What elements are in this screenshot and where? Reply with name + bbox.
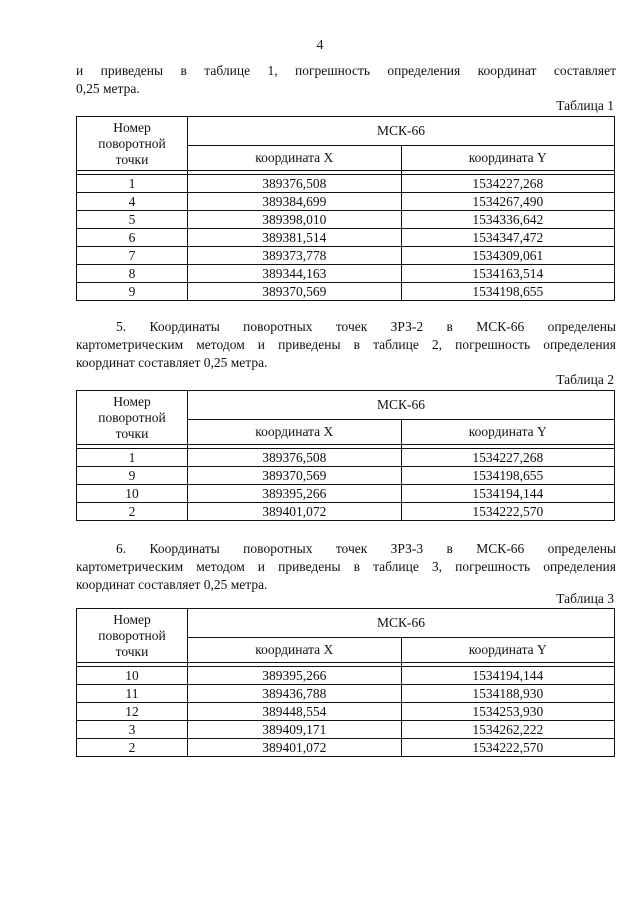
coord-x: 389344,163	[188, 265, 402, 283]
header-x: координата X	[188, 420, 402, 445]
header-point-number: Номер поворотной точки	[77, 391, 188, 445]
table-row	[77, 247, 615, 265]
coord-y: 1534222,570	[401, 503, 615, 521]
table-row	[77, 175, 615, 193]
header-coordinate-system: МСК-66	[188, 391, 615, 420]
coord-x: 389373,778	[188, 247, 402, 265]
point-number: 3	[77, 721, 188, 739]
point-number: 7	[77, 247, 188, 265]
header-x: координата X	[188, 146, 402, 171]
point-number: 4	[77, 193, 188, 211]
header-y: координата Y	[401, 638, 615, 663]
intro-line-2: 0,25 метра.	[76, 81, 140, 96]
point-number: 10	[77, 667, 188, 685]
para-5-line-1: 5. Координаты поворотных точек ЗРЗ-2 в МСК-66 определены	[116, 319, 616, 334]
coord-y: 1534163,514	[401, 265, 615, 283]
coord-y: 1534347,472	[401, 229, 615, 247]
para-6-line-3: координат составляет 0,25 метра.	[76, 577, 268, 592]
coord-y: 1534227,268	[401, 449, 615, 467]
point-number: 8	[77, 265, 188, 283]
table-row	[77, 721, 615, 739]
table-row	[77, 485, 615, 503]
table-row	[77, 283, 615, 301]
table-row	[77, 667, 615, 685]
table-row	[77, 685, 615, 703]
table-row	[77, 193, 615, 211]
point-number: 2	[77, 503, 188, 521]
coord-y: 1534194,144	[401, 667, 615, 685]
coord-x: 389370,569	[188, 283, 402, 301]
coord-y: 1534227,268	[401, 175, 615, 193]
header-coordinate-system: МСК-66	[188, 609, 615, 638]
table-row	[77, 229, 615, 247]
para-6-line-1: 6. Координаты поворотных точек ЗРЗ-3 в МСК-66 определены	[116, 541, 616, 556]
coord-y: 1534222,570	[401, 739, 615, 757]
coord-y: 1534188,930	[401, 685, 615, 703]
header-coordinate-system: МСК-66	[188, 117, 615, 146]
point-number: 1	[77, 175, 188, 193]
coord-y: 1534198,655	[401, 467, 615, 485]
table-row	[77, 739, 615, 757]
table-2-caption: Таблица 2	[556, 372, 614, 387]
table-row	[77, 503, 615, 521]
point-number: 12	[77, 703, 188, 721]
point-number: 9	[77, 283, 188, 301]
point-number: 10	[77, 485, 188, 503]
table-row	[77, 265, 615, 283]
header-y: координата Y	[401, 420, 615, 445]
coord-y: 1534336,642	[401, 211, 615, 229]
coord-y: 1534253,930	[401, 703, 615, 721]
intro-line-1: и приведены в таблице 1, погрешность определения координат составляет	[76, 63, 616, 78]
point-number: 1	[77, 449, 188, 467]
coord-x: 389381,514	[188, 229, 402, 247]
coord-x: 389395,266	[188, 485, 402, 503]
page-number: 4	[316, 38, 324, 53]
point-number: 6	[77, 229, 188, 247]
header-y: координата Y	[401, 146, 615, 171]
coord-y: 1534194,144	[401, 485, 615, 503]
point-number: 11	[77, 685, 188, 703]
table-2	[76, 390, 615, 521]
table-row	[77, 449, 615, 467]
table-1-caption: Таблица 1	[556, 98, 614, 113]
point-number: 5	[77, 211, 188, 229]
coord-y: 1534309,061	[401, 247, 615, 265]
coord-x: 389448,554	[188, 703, 402, 721]
coord-x: 389409,171	[188, 721, 402, 739]
coord-x: 389370,569	[188, 467, 402, 485]
coord-x: 389401,072	[188, 503, 402, 521]
point-number: 9	[77, 467, 188, 485]
table-row	[77, 211, 615, 229]
coord-x: 389376,508	[188, 449, 402, 467]
table-row	[77, 703, 615, 721]
coord-x: 389376,508	[188, 175, 402, 193]
table-3	[76, 608, 615, 757]
header-point-number: Номер поворотной точки	[77, 609, 188, 663]
header-point-number: Номер поворотной точки	[77, 117, 188, 171]
table-1	[76, 116, 615, 301]
coord-x: 389395,266	[188, 667, 402, 685]
point-number: 2	[77, 739, 188, 757]
coord-x: 389436,788	[188, 685, 402, 703]
table-3-caption: Таблица 3	[556, 591, 614, 606]
coord-y: 1534267,490	[401, 193, 615, 211]
table-row	[77, 467, 615, 485]
coord-y: 1534198,655	[401, 283, 615, 301]
coord-x: 389384,699	[188, 193, 402, 211]
para-5-line-3: координат составляет 0,25 метра.	[76, 355, 268, 370]
para-6-line-2: картометрическим методом и приведены в таблице 3, погрешность определения	[76, 559, 616, 574]
header-x: координата X	[188, 638, 402, 663]
coord-y: 1534262,222	[401, 721, 615, 739]
para-5-line-2: картометрическим методом и приведены в таблице 2, погрешность определения	[76, 337, 616, 352]
coord-x: 389401,072	[188, 739, 402, 757]
coord-x: 389398,010	[188, 211, 402, 229]
